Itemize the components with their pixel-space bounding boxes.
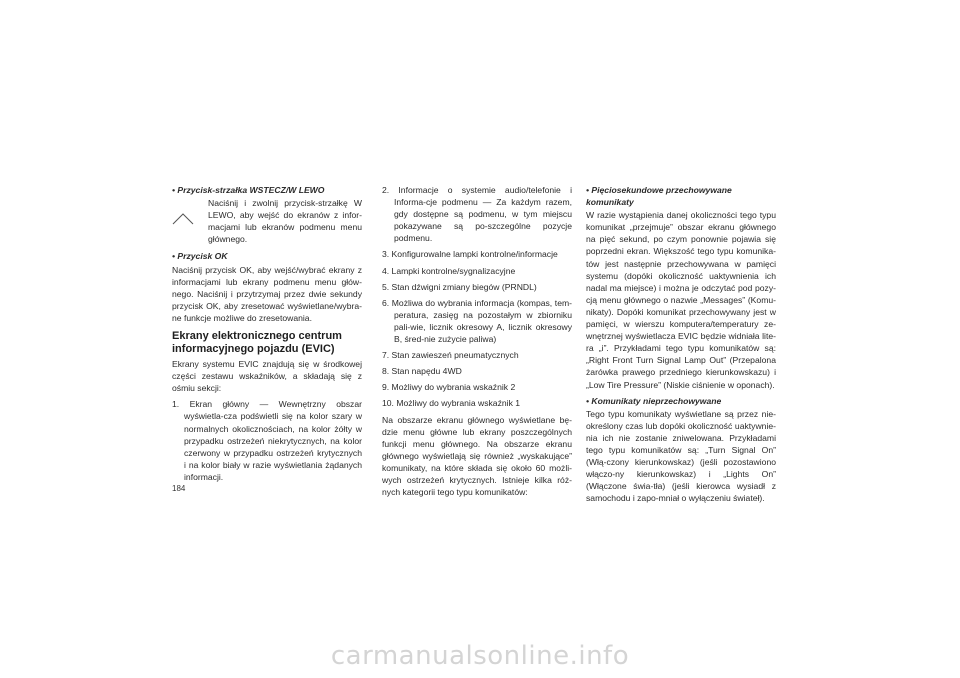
list-item-8: 8. Stan napędu 4WD bbox=[382, 366, 462, 377]
bullet-back-button: • Przycisk-strzałka WSTECZ/W LEWO bbox=[172, 185, 325, 195]
bullet-ok-button: • Przycisk OK bbox=[172, 251, 228, 262]
evic-intro: Ekrany systemu EVIC znajdują się w środkowej części zestawu wskaźników, a składają się z ośmiu sekcji: bbox=[172, 359, 362, 394]
left-arrow-button-icon bbox=[172, 197, 208, 228]
page-number: 184 bbox=[172, 484, 186, 493]
unstored-messages-text: Tego typu komunikaty wyświetlane są przez nie-określony czas lub dopóki okoliczność uaktywnie-nia ich nie zostanie zniwelowana. Przykładami tego typu komunikatów są: „Turn Signal On” (Włą-czony kierunkowskaz) (jeśli pozostawiono włączo-ny kierunkowskaz) i „Lights On” (Włączone świa-tła) (jeśli kierowca wysiadł z samochodu i zapo-mniał o wyłączeniu świateł). bbox=[586, 408, 776, 504]
back-button-text: Naciśnij i zwolnij przycisk-strzałkę W LEWO, aby wejść do ekranów z infor-macjami lub ekranów podmenu menu głównego. bbox=[208, 198, 362, 245]
bullet-five-second-messages: • Pięciosekundowe przechowywane komunikaty bbox=[586, 185, 732, 208]
ok-button-text: Naciśnij przycisk OK, aby wejść/wybrać ekrany z informacjami lub ekrany podmenu menu głów-nego. Naciśnij i przytrzymaj przez dwie sekundy przycisk OK, aby zresetować wyświetlane/wybra-ne funkcje możliwe do zresetowania. bbox=[172, 264, 362, 323]
list-item-4: 4. Lampki kontrolne/sygnalizacyjne bbox=[382, 265, 516, 276]
list-item-5: 5. Stan dźwigni zmiany biegów (PRNDL) bbox=[382, 281, 537, 292]
five-second-messages-text: W razie wystąpienia danej okoliczności tego typu komunikat „przejmuje” obszar ekranu głównego na pięć sekund, po czym ponownie pojawia się poprzedni ekran. Większość tego typu komunika-tów jest następnie przechowywana w pamięci systemu (dopóki okoliczność uaktywnienia ich nadal ma miejsce) i można je odczytać pod pozy-cją menu głównego o nazwie „Messages” (Komu-nikaty). Dopóki komunikat przechowywany jest w pamięci, w wierszu komputera/temperatury ze-wnętrznej wyświetlacza EVIC będzie widniała lite-ra „i”. Przykładami tego typu komunikatów są: „Right Front Turn Signal Lamp Out” (Przepalona żarówka prawego przedniego kierunkowskazu) i „Low Tire Pressure” (Niskie ciśnienie w oponach). bbox=[586, 210, 776, 390]
list-item-6: 6. Możliwa do wybrania informacja (kompas, tem-peratura, zasięg na pozostałym w zbiorniku pali-wie, licznik okresowy A, licznik okresowy B, śred-nie zużycie paliwa) bbox=[382, 297, 572, 345]
list-item-10: 10. Możliwy do wybrania wskaźnik 1 bbox=[382, 398, 521, 409]
column-right bbox=[586, 184, 776, 508]
section-heading-evic: Ekrany elektronicznego centrum informacyjnego pojazdu (EVIC) bbox=[172, 330, 342, 356]
list-item-3: 3. Konfigurowalne lampki kontrolne/informacje bbox=[382, 249, 558, 260]
list-item-2: 2. Informacje o systemie audio/telefonie i Informa-cje podmenu — Za każdym razem, gdy dostępne są podmenu, w tym miejscu pokazywane są po-szczególne pozycje podmenu. bbox=[382, 185, 572, 244]
list-item-7: 7. Stan zawieszeń pneumatycznych bbox=[382, 350, 519, 361]
column-middle bbox=[382, 184, 572, 502]
bullet-unstored-messages: • Komunikaty nieprzechowywane bbox=[586, 395, 722, 406]
list-item-1: 1. Ekran główny — Wewnętrzny obszar wyświetla-cza podświetli się na kolor szary w normalnych okolicznościach, na kolor żółty w przypadku ostrzeżeń niekrytycznych, na kolor czerwony w przypadku ostrzeżeń krytycznych i na kolor biały w razie wyświetlania żądanych informacji. bbox=[172, 399, 362, 482]
column-left bbox=[172, 184, 362, 487]
back-button-row bbox=[172, 197, 362, 245]
main-screen-paragraph: Na obszarze ekranu głównego wyświetlane bę-dzie menu główne lub ekrany poszczególnych funkcji menu głównego. Na obszarze ekranu głównego wyświetlają się również „wyskakujące” komunikaty, na które składa się około 60 możli-wych ostrzeżeń krytycznych. Istnieje kilka róż-nych kategorii tego typu komunikatów: bbox=[382, 414, 572, 498]
watermark: carmanualsonline.info bbox=[330, 641, 630, 671]
list-item-9: 9. Możliwy do wybrania wskaźnik 2 bbox=[382, 382, 516, 393]
